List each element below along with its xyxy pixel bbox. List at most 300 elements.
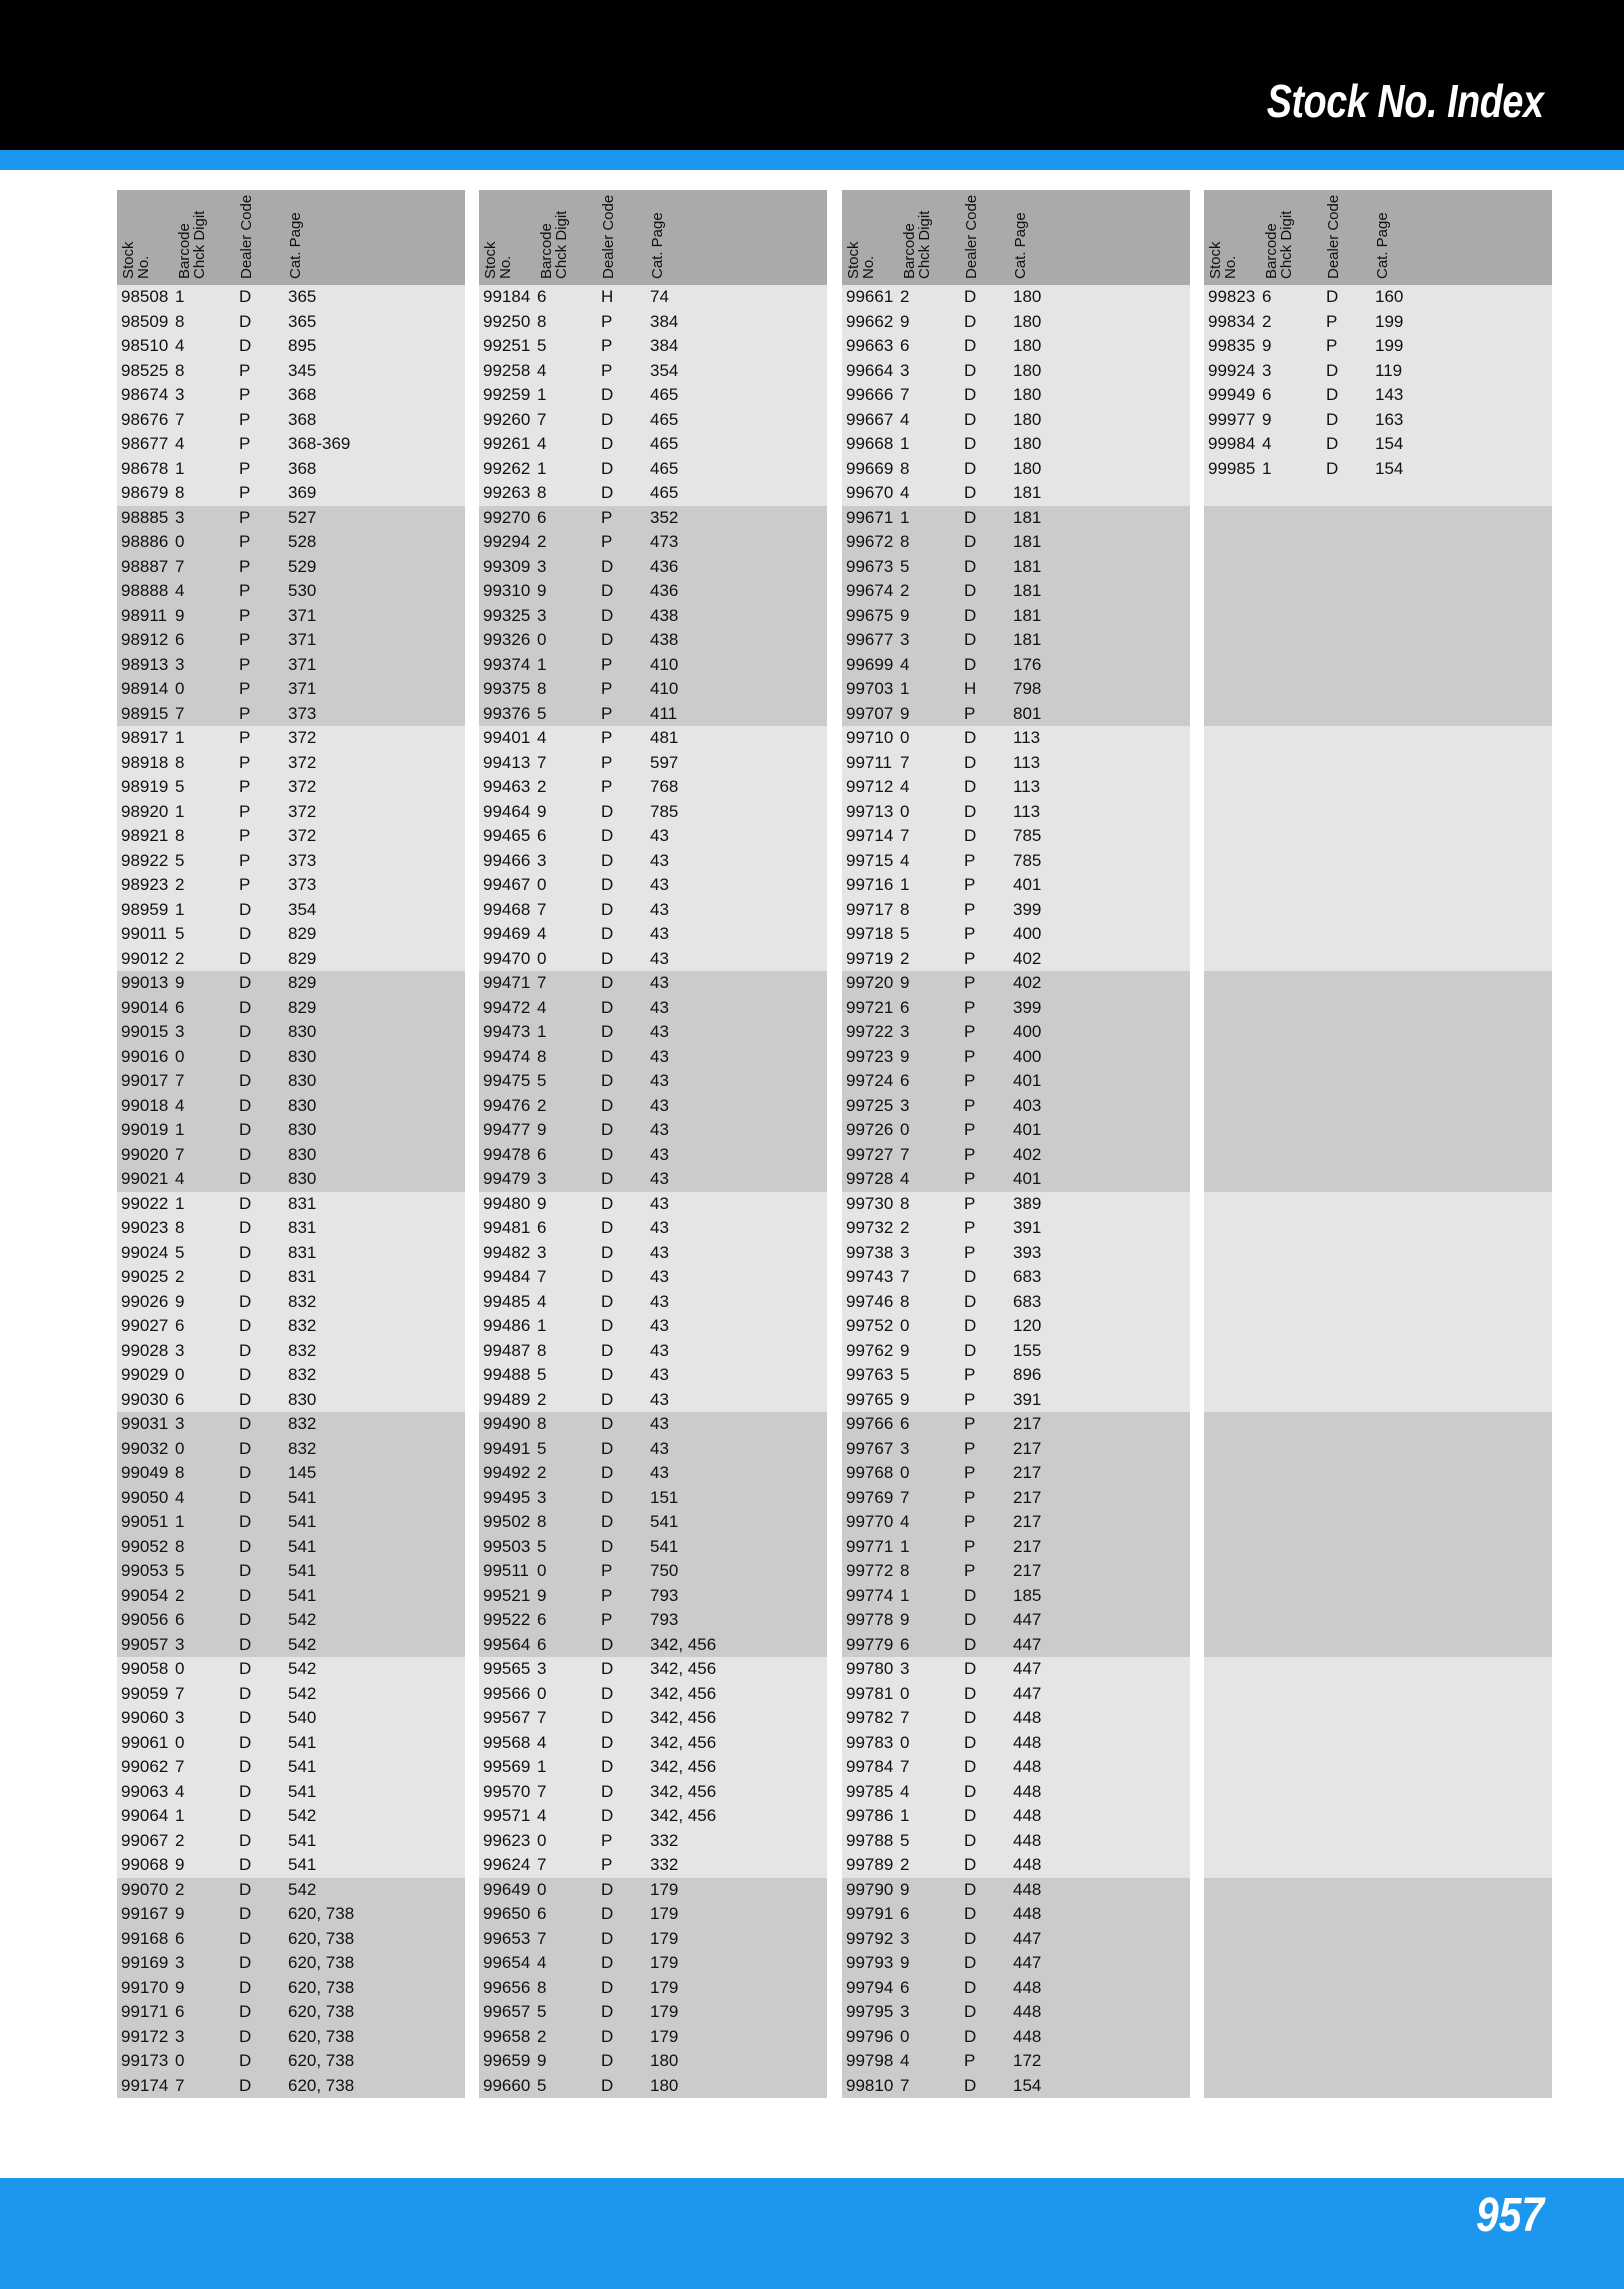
check-digit-cell: 3 [175,1022,185,1041]
check-digit-cell: 8 [175,826,185,845]
check-digit-cell: 8 [175,752,185,772]
table-row [1204,432,1552,457]
check-digit-cell: 4 [900,777,910,796]
column-body [842,285,1190,2098]
table-row [479,1143,827,1168]
table-row [117,2049,465,2074]
cat-page-cell: 180 [1013,336,1042,355]
table-row [479,1241,827,1266]
check-digit-cell: 7 [537,1855,547,1874]
check-digit-cell: 6 [537,1144,547,1164]
header-stock-no [482,241,514,279]
stock-no-cell: 98919 [121,777,169,796]
cat-page-cell: 436 [650,581,679,600]
dealer-code-cell: D [601,434,614,453]
stock-no-cell: 99019 [121,1120,169,1139]
dealer-code-cell: D [239,1414,252,1433]
cat-page-cell: 448 [1013,1806,1042,1825]
cat-page-cell: 448 [1013,1879,1042,1899]
dealer-code-cell: D [601,409,614,429]
table-row [842,751,1190,776]
stock-no-cell: 99789 [846,1855,894,1874]
check-digit-cell: 7 [900,1144,910,1164]
dealer-code-cell: P [239,630,251,649]
stock-no-cell: 99374 [483,654,531,674]
cat-page-cell: 541 [288,1830,317,1850]
table-row [842,1069,1190,1094]
cat-page-cell: 448 [1013,2002,1042,2021]
stock-no-cell: 99064 [121,1806,169,1825]
cat-page-cell: 43 [650,1193,669,1213]
dealer-code-cell: D [601,1463,614,1482]
table-row [479,1878,827,1903]
stock-no-cell: 99623 [483,1830,531,1850]
dealer-code-cell: D [239,2075,252,2095]
header-label-line: Barcode [901,223,918,279]
check-digit-cell: 5 [900,1365,910,1384]
check-digit-cell: 4 [537,997,547,1017]
check-digit-cell: 1 [900,434,910,453]
dealer-code-cell: P [239,875,251,894]
dealer-code-cell: D [964,360,977,380]
check-digit-cell: 0 [900,2026,910,2046]
cat-page-cell: 541 [288,1536,317,1556]
cat-page-cell: 793 [650,1610,679,1629]
table-row [117,1412,465,1437]
dealer-code-cell: D [239,1291,252,1311]
cat-page-cell: 542 [288,1610,317,1629]
rows [842,285,1190,2098]
dealer-code-cell: P [601,1561,613,1580]
check-digit-cell: 1 [537,654,547,674]
stock-no-cell: 99722 [846,1022,894,1041]
cat-page-cell: 43 [650,850,669,870]
stock-no-cell: 99060 [121,1708,169,1727]
check-digit-cell: 6 [175,1928,185,1948]
header-label-line: Dealer Code [600,194,617,279]
cat-page-cell: 402 [1013,1144,1042,1164]
dealer-code-cell: D [239,1561,252,1580]
check-digit-cell: 1 [175,1120,185,1139]
check-digit-cell: 9 [900,1046,910,1066]
table-row [117,677,465,702]
check-digit-cell: 8 [175,360,185,380]
dealer-code-cell: D [964,752,977,772]
stock-no-cell: 99786 [846,1806,894,1825]
cat-page-cell: 798 [1013,679,1042,698]
table-row [842,2074,1190,2099]
check-digit-cell: 9 [900,605,910,625]
cat-page-cell: 541 [650,1512,679,1531]
table-row [842,1633,1190,1658]
dealer-code-cell: D [239,1022,252,1041]
table-row [117,898,465,923]
table-row [117,849,465,874]
cat-page-cell: 831 [288,1242,317,1262]
cat-page-cell: 447 [1013,1928,1042,1948]
table-row [117,1804,465,1829]
check-digit-cell: 4 [175,1487,185,1507]
cat-page-cell: 793 [650,1585,679,1605]
dealer-code-cell: P [239,360,251,380]
cat-page-cell: 829 [288,973,317,992]
dealer-code-cell: D [239,1953,252,1972]
check-digit-cell: 1 [537,1022,547,1041]
check-digit-cell: 5 [537,2002,547,2021]
stock-no-cell: 99724 [846,1071,894,1090]
check-digit-cell: 3 [537,605,547,625]
stock-no-cell: 99730 [846,1193,894,1213]
check-digit-cell: 5 [175,850,185,870]
cat-page-cell: 400 [1013,924,1042,943]
check-digit-cell: 8 [175,483,185,502]
check-digit-cell: 4 [537,1953,547,1972]
stock-no-cell: 99668 [846,434,894,453]
header-cat-page [649,212,666,279]
cat-page-cell: 217 [1013,1414,1042,1433]
dealer-code-cell: D [964,556,977,576]
table-row [479,1461,827,1486]
header-label-line: No. [1222,255,1239,279]
cat-page-cell: 179 [650,1953,679,1972]
dealer-code-cell: P [964,1512,976,1531]
check-digit-cell: 8 [900,1561,910,1580]
dealer-code-cell: P [964,1365,976,1384]
table-row [117,775,465,800]
check-digit-cell: 5 [175,1561,185,1580]
header-label-line: Dealer Code [963,194,980,279]
check-digit-cell: 0 [900,1683,910,1703]
check-digit-cell: 9 [175,1291,185,1311]
check-digit-cell: 9 [900,1953,910,1972]
stock-no-cell: 99670 [846,483,894,502]
table-row [117,457,465,482]
stock-no-cell: 99310 [483,581,531,600]
cat-page-cell: 180 [1013,434,1042,453]
check-digit-cell: 5 [537,1536,547,1556]
dealer-code-cell: D [601,1144,614,1164]
cat-page-cell: 832 [288,1414,317,1433]
table-row [117,1927,465,1952]
cat-page-cell: 368 [288,458,317,478]
stock-no-cell: 99667 [846,409,894,429]
check-digit-cell: 2 [900,581,910,600]
stock-no-cell: 99653 [483,1928,531,1948]
table-row [117,285,465,310]
stock-no-cell: 99470 [483,948,531,968]
check-digit-cell: 4 [175,1169,185,1188]
check-digit-cell: 6 [537,1218,547,1237]
stock-no-cell: 99713 [846,801,894,821]
check-digit-cell: 4 [900,2051,910,2070]
header-label-line: Stock [1207,241,1224,279]
cat-page-cell: 831 [288,1218,317,1237]
cat-page-cell: 830 [288,1389,317,1409]
dealer-code-cell: P [964,703,976,723]
stock-no-cell: 99778 [846,1610,894,1629]
stock-no-cell: 99774 [846,1585,894,1605]
table-row [1204,334,1552,359]
check-digit-cell: 8 [175,1536,185,1556]
cat-page-cell: 368 [288,409,317,429]
check-digit-cell: 9 [900,703,910,723]
table-row [117,1363,465,1388]
check-digit-cell: 4 [537,728,547,747]
table-row [479,1216,827,1241]
stock-no-cell: 99570 [483,1781,531,1801]
dealer-code-cell: P [239,409,251,429]
header-label-line: Dealer Code [238,194,255,279]
cat-page-cell: 43 [650,997,669,1017]
check-digit-cell: 0 [537,1683,547,1703]
stock-no-cell: 99263 [483,483,531,502]
stock-no-cell: 99477 [483,1120,531,1139]
check-digit-cell: 9 [900,1389,910,1409]
dealer-code-cell: D [601,1242,614,1262]
header-label-line: Chck Digit [553,210,570,279]
check-digit-cell: 3 [537,1169,547,1188]
stock-no-cell: 99716 [846,875,894,894]
cat-page-cell: 447 [1013,1659,1042,1678]
dealer-code-cell: D [239,997,252,1017]
table-row [842,1804,1190,1829]
stock-no-cell: 99023 [121,1218,169,1237]
check-digit-cell: 0 [175,1732,185,1752]
table-row [842,432,1190,457]
table-row [842,1118,1190,1143]
stock-no-cell: 99495 [483,1487,531,1507]
cat-page-cell: 448 [1013,1732,1042,1752]
check-digit-cell: 6 [537,1904,547,1923]
table-row [117,1902,465,1927]
stock-no-cell: 99949 [1208,385,1256,404]
dealer-code-cell: D [601,1267,614,1286]
check-digit-cell: 9 [175,605,185,625]
stock-no-cell: 99466 [483,850,531,870]
check-digit-cell: 9 [175,973,185,992]
stock-no-cell: 99727 [846,1144,894,1164]
table-row [479,1290,827,1315]
stock-no-cell: 99032 [121,1438,169,1458]
stock-no-cell: 99502 [483,1512,531,1531]
dealer-code-cell: D [964,1634,977,1654]
table-row [479,1706,827,1731]
check-digit-cell: 1 [537,1757,547,1776]
stock-no-cell: 98959 [121,899,169,919]
cat-page-cell: 620, 738 [288,2051,355,2070]
dealer-code-cell: D [601,1683,614,1703]
dealer-code-cell: D [239,1732,252,1752]
cat-page-cell: 530 [288,581,317,600]
table-row [842,1241,1190,1266]
cat-page-cell: 372 [288,752,317,772]
stock-no-cell: 98922 [121,850,169,870]
cat-page-cell: 185 [1013,1585,1042,1605]
table-row [1204,359,1552,384]
check-digit-cell: 1 [175,287,185,306]
check-digit-cell: 3 [175,385,185,404]
table-row [479,1510,827,1535]
cat-page-cell: 465 [650,385,679,404]
stock-no-cell: 99014 [121,997,169,1017]
stock-no-cell: 99294 [483,532,531,551]
table-row [842,1388,1190,1413]
check-digit-cell: 6 [900,336,910,355]
dealer-code-cell: D [601,1487,614,1507]
check-digit-cell: 8 [900,1193,910,1213]
stock-no-cell: 98679 [121,483,169,502]
stock-no-cell: 99674 [846,581,894,600]
dealer-code-cell: P [239,703,251,723]
dealer-code-cell: D [964,1659,977,1678]
dealer-code-cell: D [601,2026,614,2046]
dealer-code-cell: D [601,1193,614,1213]
table-row [842,726,1190,751]
dealer-code-cell: P [964,1242,976,1262]
header-accent-stripe [0,150,1624,170]
stock-no-cell: 99664 [846,360,894,380]
cat-page-cell: 620, 738 [288,1904,355,1923]
cat-page-cell: 180 [1013,360,1042,380]
table-row [117,1976,465,2001]
cat-page-cell: 448 [1013,1855,1042,1874]
cat-page-cell: 372 [288,826,317,845]
dealer-code-cell: P [601,507,613,527]
check-digit-cell: 9 [1262,336,1272,355]
stock-no-cell: 99791 [846,1904,894,1923]
check-digit-cell: 3 [175,507,185,527]
check-digit-cell: 6 [175,2002,185,2021]
table-row [842,2025,1190,2050]
stock-no-cell: 99401 [483,728,531,747]
check-digit-cell: 0 [900,1732,910,1752]
table-row [117,1559,465,1584]
dealer-code-cell: D [964,1683,977,1703]
check-digit-cell: 4 [537,360,547,380]
stock-no-cell: 99489 [483,1389,531,1409]
stock-no-cell: 99711 [846,752,893,772]
dealer-code-cell: D [1326,287,1339,306]
cat-page-cell: 365 [288,311,317,331]
stock-no-cell: 99794 [846,1977,894,1997]
cat-page-cell: 448 [1013,1977,1042,1997]
dealer-code-cell: P [601,1585,613,1605]
cat-page-cell: 43 [650,1218,669,1237]
cat-page-cell: 895 [288,336,317,355]
stock-no-cell: 99490 [483,1414,531,1433]
stock-no-cell: 99029 [121,1365,169,1384]
dealer-code-cell: P [964,1095,976,1115]
stock-no-cell: 99070 [121,1879,169,1899]
stock-no-cell: 99481 [483,1218,531,1237]
dealer-code-cell: D [601,1512,614,1531]
dealer-code-cell: D [239,1585,252,1605]
cat-page-cell: 465 [650,434,679,453]
table-row [842,1976,1190,2001]
stock-no-cell: 99309 [483,556,531,576]
check-digit-cell: 5 [900,556,910,576]
stock-no-cell: 99022 [121,1193,169,1213]
stock-no-cell: 99823 [1208,287,1256,306]
dealer-code-cell: D [239,1536,252,1556]
check-digit-cell: 7 [175,2075,185,2095]
table-row [842,1094,1190,1119]
table-row [479,947,827,972]
stock-no-cell: 99471 [483,973,531,992]
cat-page-cell: 393 [1013,1242,1042,1262]
stock-no-cell: 99717 [846,899,894,919]
dealer-code-cell: P [964,1218,976,1237]
dealer-code-cell: P [964,850,976,870]
dealer-code-cell: P [964,1071,976,1090]
dealer-code-cell: D [239,1071,252,1090]
table-row [479,579,827,604]
check-digit-cell: 2 [537,777,547,796]
check-digit-cell: 3 [537,1487,547,1507]
dealer-code-cell: D [964,1879,977,1899]
dealer-code-cell: D [964,1340,977,1360]
check-digit-cell: 4 [537,434,547,453]
stock-no-cell: 99469 [483,924,531,943]
cat-page-cell: 43 [650,1095,669,1115]
stock-no-cell: 99752 [846,1316,894,1335]
check-digit-cell: 5 [175,1242,185,1262]
check-digit-cell: 6 [900,1414,910,1433]
table-row [117,1216,465,1241]
check-digit-cell: 2 [537,1463,547,1482]
stock-no-cell: 99677 [846,630,894,649]
cat-page-cell: 43 [650,899,669,919]
stock-no-cell: 99796 [846,2026,894,2046]
stock-no-cell: 99052 [121,1536,169,1556]
check-digit-cell: 4 [537,1806,547,1825]
dealer-code-cell: D [601,630,614,649]
table-row [479,1437,827,1462]
dealer-code-cell: D [964,1855,977,1874]
check-digit-cell: 6 [1262,287,1272,306]
cat-page-cell: 447 [1013,1634,1042,1654]
table-row [479,702,827,727]
cat-page-cell: 43 [650,1144,669,1164]
check-digit-cell: 4 [900,1781,910,1801]
stock-no-cell: 99768 [846,1463,894,1482]
check-digit-cell: 5 [537,2075,547,2095]
check-digit-cell: 2 [537,1095,547,1115]
cat-page-cell: 217 [1013,1512,1042,1531]
cat-page-cell: 541 [288,1855,317,1874]
check-digit-cell: 4 [175,581,185,600]
check-digit-cell: 8 [175,1218,185,1237]
table-row [479,408,827,433]
row-band [1204,726,1552,971]
dealer-code-cell: D [601,2051,614,2070]
cat-page-cell: 181 [1013,581,1042,600]
check-digit-cell: 7 [900,1708,910,1727]
table-row [842,1314,1190,1339]
table-row [117,1461,465,1486]
table-row [842,1143,1190,1168]
check-digit-cell: 3 [900,1095,910,1115]
dealer-code-cell: D [601,973,614,992]
cat-page-cell: 43 [650,1267,669,1286]
stock-no-cell: 99473 [483,1022,531,1041]
cat-page-cell: 113 [1013,801,1041,821]
stock-no-cell: 99017 [121,1071,169,1090]
header-label-line: Stock [120,241,137,279]
stock-no-cell: 99491 [483,1438,531,1458]
page-footer [0,2178,1624,2289]
header-label-line: Cat. Page [1374,212,1391,279]
